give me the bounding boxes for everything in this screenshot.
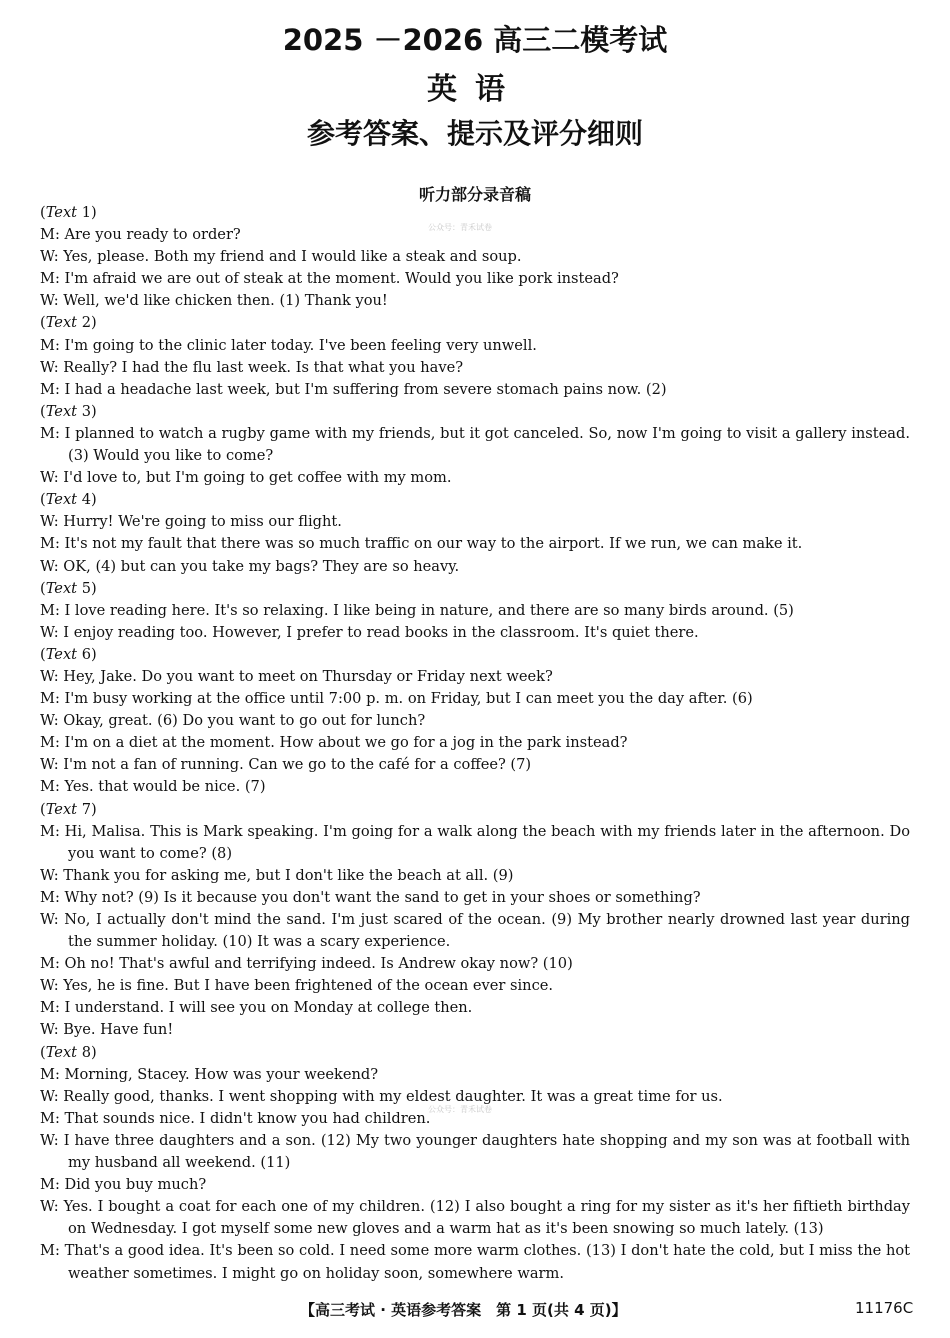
speaker: M [40,1065,55,1083]
utterance: I had a headache last week, but I'm suffering from severe stomach pains now. (2) [64,380,667,398]
dialogue-line: M: Morning, Stacey. How was your weekend? [40,1065,379,1083]
text-label: (Text 7) [40,800,97,818]
dialogue-line: W: Okay, great. (6) Do you want to go out for lunch? [40,712,426,730]
speaker: M [40,822,55,840]
dialogue-line: M: I'm busy working at the office until 7:00 p. m. on Friday, but I can meet you the day after. (6) [40,690,753,708]
speaker: M [40,336,55,354]
speaker: M [40,888,55,906]
utterance: I enjoy reading too. However, I prefer to read books in the classroom. It's quiet there. [63,623,699,641]
dialogue-line: M: Why not? (9) Is it because you don't want the sand to get in your shoes or something? [40,888,701,906]
text-label: (Text 1) [40,204,97,221]
utterance: I'd love to, but I'm going to get coffee with my mom. [63,469,452,487]
exam-title: 2025 －2026 高三二模考试 [282,23,668,57]
dialogue-line: M: I'm afraid we are out of steak at the moment. Would you like pork instead? [40,270,619,288]
utterance: I'm on a diet at the moment. How about we go for a jog in the park instead? [64,734,628,752]
dialogue-line: W: Bye. Have fun! [40,1021,174,1039]
utterance: I'm not a fan of running. Can we go to the café for a coffee? (7) [63,756,532,774]
utterance: Hurry! We're going to miss our flight. [63,513,342,531]
speaker: W [40,1198,54,1216]
dialogue-line: W: Really? I had the flu last week. Is that what you have? [40,358,464,376]
dialogue-line: M: It's not my fault that there was so much traffic on our way to the airport. If we run, we can make it. [40,535,803,553]
utterance: That's a good idea. It's been so cold. I need some more warm clothes. (13) I don't hate the cold, but I miss the hot weather sometimes. I might go on holiday soon, somewhere warm. [64,1242,910,1282]
transcript-body [40,202,910,1285]
utterance: I understand. I will see you on Monday at college then. [64,999,473,1017]
dialogue-line: W: I'm not a fan of running. Can we go to the café for a coffee? (7) [40,756,532,774]
utterance: I'm busy working at the office until 7:00 p. m. on Friday, but I can meet you the day after. (6) [64,690,753,708]
dialogue-line: M: I understand. I will see you on Monday at college then. [40,999,473,1017]
speaker: W [40,1021,54,1039]
text-label: (Text 6) [40,645,97,663]
utterance: That sounds nice. I didn't know you had children. [64,1109,431,1127]
utterance: I love reading here. It's so relaxing. I like being in nature, and there are so many birds around. (5) [64,601,794,619]
dialogue-line: W: Yes. I bought a coat for each one of my children. (12) I also bought a ring for my sister as it's her fiftieth birthday on Wednesday. I got myself some new gloves and a warm hat as it's been snowing so much lately. (13) [40,1198,910,1238]
utterance: Really? I had the flu last week. Is that what you have? [63,358,464,376]
dialogue-line: W: Hurry! We're going to miss our flight. [40,513,342,531]
speaker: M [40,270,55,288]
utterance: Why not? (9) Is it because you don't want the sand to get in your shoes or something? [64,888,701,906]
text-label: (Text 5) [40,579,97,597]
utterance: Yes. I bought a coat for each one of my children. (12) I also bought a ring for my sister as it's her fiftieth birthday on Wednesday. I got myself some new gloves and a warm hat as it's been snowing so much lately. (13) [63,1198,910,1238]
speaker: M [40,778,55,796]
utterance: Are you ready to order? [64,226,241,244]
utterance: Hi, Malisa. This is Mark speaking. I'm going for a walk along the beach with my friends later in the afternoon. Do you want to come? (8) [64,822,910,862]
speaker: W [40,667,54,685]
utterance: Hey, Jake. Do you want to meet on Thursday or Friday next week? [63,667,553,685]
speaker: W [40,469,54,487]
dialogue-line: M: That sounds nice. I didn't know you had children. [40,1109,431,1127]
watermark: 公众号：青禾试卷 [428,1105,492,1114]
utterance: Yes, please. Both my friend and I would like a steak and soup. [63,248,522,266]
speaker: W [40,513,54,531]
dialogue-line: W: Hey, Jake. Do you want to meet on Thursday or Friday next week? [40,667,553,685]
subject-title: 英语 [427,72,523,107]
speaker: M [40,1176,55,1194]
utterance: Okay, great. (6) Do you want to go out for lunch? [63,712,426,730]
speaker: W [40,712,54,730]
dialogue-line: W: I'd love to, but I'm going to get coffee with my mom. [40,469,452,487]
utterance: I planned to watch a rugby game with my friends, but it got canceled. So, now I'm going to visit a gallery instead. (3) Would you like to come? [64,424,910,465]
dialogue-line: M: That's a good idea. It's been so cold. I need some more warm clothes. (13) I don't hate the cold, but I miss the hot weather sometimes. I might go on holiday soon, somewhere warm. [40,1242,910,1282]
dialogue-line: W: Well, we'd like chicken then. (1) Thank you! [40,292,388,310]
document-subtitle: 参考答案、提示及评分细则 [306,117,643,150]
speaker: M [40,690,55,708]
utterance: Yes, he is fine. But I have been frightened of the ocean ever since. [63,977,554,995]
watermark: 公众号：青禾试卷 [428,223,492,232]
speaker: W [40,623,54,641]
dialogue-line: M: I planned to watch a rugby game with my friends, but it got canceled. So, now I'm going to visit a gallery instead. (3) Would you like to come? [40,424,910,465]
speaker: W [40,1087,54,1105]
utterance: Oh no! That's awful and terrifying indeed. Is Andrew okay now? (10) [64,955,573,973]
speaker: M [40,601,55,619]
speaker: M [40,999,55,1017]
text-label: (Text 8) [40,1043,97,1061]
dialogue-line: M: Did you buy much? [40,1176,207,1194]
dialogue-line: W: OK, (4) but can you take my bags? They are so heavy. [40,557,460,575]
footer-page-info: 【高三考试 · 英语参考答案 第 1 页(共 4 页)】 [300,1301,627,1319]
speaker: M [40,734,55,752]
section-title: 听力部分录音稿 [418,185,531,204]
dialogue-line: W: I enjoy reading too. However, I prefer to read books in the classroom. It's quiet there. [40,623,699,641]
speaker: M [40,1109,55,1127]
speaker: M [40,955,55,973]
speaker: M [40,424,55,442]
text-label: (Text 3) [40,402,97,420]
utterance: Yes. that would be nice. (7) [64,778,266,796]
text-label: (Text 4) [40,491,97,509]
dialogue-line: M: Hi, Malisa. This is Mark speaking. I'm going for a walk along the beach with my friends later in the afternoon. Do you want to come? (8) [40,822,910,862]
speaker: M [40,226,55,244]
text-label: (Text 2) [40,314,97,332]
dialogue-line: M: Oh no! That's awful and terrifying indeed. Is Andrew okay now? (10) [40,955,573,973]
dialogue-line: M: I had a headache last week, but I'm suffering from severe stomach pains now. (2) [40,380,667,398]
utterance: No, I actually don't mind the sand. I'm just scared of the ocean. (9) My brother nearly drowned last year during the summer holiday. (10) It was a scary experience. [64,911,910,951]
utterance: I'm afraid we are out of steak at the moment. Would you like pork instead? [64,270,619,288]
utterance: It's not my fault that there was so much traffic on our way to the airport. If we run, we can make it. [64,535,803,553]
dialogue-line: M: I love reading here. It's so relaxing. I like being in nature, and there are so many birds around. (5) [40,601,794,619]
dialogue-line: W: Yes, please. Both my friend and I would like a steak and soup. [40,248,522,266]
dialogue-line: W: Thank you for asking me, but I don't like the beach at all. (9) [40,866,514,884]
dialogue-line: W: No, I actually don't mind the sand. I'm just scared of the ocean. (9) My brother nearly drowned last year during the summer holiday. (10) It was a scary experience. [40,911,910,951]
speaker: W [40,292,54,310]
dialogue-line: W: Really good, thanks. I went shopping with my eldest daughter. It was a great time for us. [40,1087,723,1105]
dialogue-line: M: I'm going to the clinic later today. I've been feeling very unwell. [40,336,537,354]
speaker: W [40,756,54,774]
utterance: Well, we'd like chicken then. (1) Thank you! [63,292,388,310]
speaker: W [40,977,54,995]
utterance: OK, (4) but can you take my bags? They are so heavy. [63,557,460,575]
utterance: Did you buy much? [64,1176,207,1194]
utterance: Morning, Stacey. How was your weekend? [64,1065,379,1083]
speaker: W [40,248,54,266]
speaker: M [40,535,55,553]
dialogue-line: W: Yes, he is fine. But I have been frightened of the ocean ever since. [40,977,554,995]
speaker: W [40,911,54,928]
speaker: W [40,358,54,376]
dialogue-line: M: Are you ready to order? [40,226,241,244]
speaker: W [40,1131,54,1149]
utterance: I'm going to the clinic later today. I've been feeling very unwell. [64,336,537,354]
dialogue-line: W: I have three daughters and a son. (12) My two younger daughters hate shopping and my son was at football with my husband all weekend. (11) [40,1131,910,1172]
utterance: Bye. Have fun! [63,1021,174,1039]
speaker: W [40,866,54,884]
utterance: Thank you for asking me, but I don't like the beach at all. (9) [63,866,514,884]
footer-code: 11176C [855,1299,914,1317]
dialogue-line: M: I'm on a diet at the moment. How about we go for a jog in the park instead? [40,734,628,752]
speaker: M [40,380,55,398]
dialogue-line: M: Yes. that would be nice. (7) [40,778,266,796]
utterance: I have three daughters and a son. (12) My two younger daughters hate shopping and my son was at football with my husband all weekend. (11) [63,1131,910,1172]
speaker: W [40,557,54,575]
speaker: M [40,1242,55,1260]
utterance: Really good, thanks. I went shopping with my eldest daughter. It was a great time for us. [63,1087,723,1105]
